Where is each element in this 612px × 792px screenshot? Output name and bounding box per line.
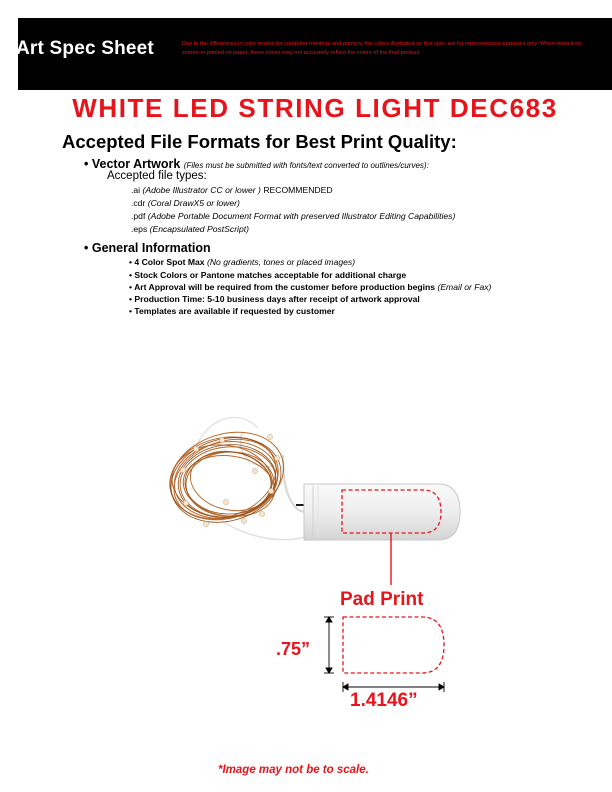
battery-case	[304, 484, 460, 540]
general-item-text: • Production Time: 5-10 business days after receipt of artwork approval	[129, 294, 420, 304]
file-ext: .eps	[131, 224, 148, 234]
general-item-text: • Templates are available if requested by customer	[129, 306, 335, 316]
file-ext: .cdr	[131, 198, 146, 208]
file-ext: .ai	[131, 185, 141, 195]
file-ext: .pdf	[131, 211, 146, 221]
height-label: .75”	[276, 639, 311, 659]
pad-print-template	[343, 617, 444, 673]
led-string-light-image	[159, 417, 460, 540]
width-label: 1.4146”	[350, 690, 418, 711]
height-dimension	[324, 617, 334, 673]
general-information-label: • General Information	[84, 241, 211, 255]
file-desc: (Adobe Illustrator CC or lower )	[142, 185, 261, 195]
product-title: WHITE LED STRING LIGHT DEC683	[72, 93, 558, 123]
header-title: Art Spec Sheet	[16, 38, 154, 59]
formats-heading: Accepted File Formats for Best Print Quality:	[62, 131, 457, 152]
scale-footnote: *Image may not be to scale.	[218, 764, 369, 776]
vector-artwork-note: (Files must be submitted with fonts/text converted to outlines/curves):	[183, 161, 429, 170]
general-item-note: (Email or Fax)	[437, 282, 492, 292]
file-desc: (Adobe Portable Document Format with preserved Illustrator Editing Capabilities)	[147, 211, 456, 221]
file-desc: (Encapsulated PostScript)	[149, 224, 249, 234]
accepted-file-types-heading: Accepted file types:	[107, 170, 207, 182]
file-extra: RECOMMENDED	[263, 185, 333, 195]
header-disclaimer: Due to the differences in color modes for computer monitors and printers, the colors illustrated on this spec are for representation purposes only. When viewed on screen or printed on paper, these colors may not accurately reflect the colors of the final product.	[182, 41, 582, 56]
general-item-text: • Stock Colors or Pantone matches acceptable for additional charge	[129, 270, 407, 280]
file-desc: (Coral DrawX5 or lower)	[147, 198, 240, 208]
pad-print-label: Pad Print	[340, 589, 424, 610]
general-item-text: • Art Approval will be required from the customer before production begins	[129, 282, 436, 292]
general-item-text: • 4 Color Spot Max	[129, 257, 205, 267]
general-item-note: (No gradients, tones or placed images)	[206, 257, 356, 267]
vector-artwork-title: • Vector Artwork	[84, 157, 181, 171]
